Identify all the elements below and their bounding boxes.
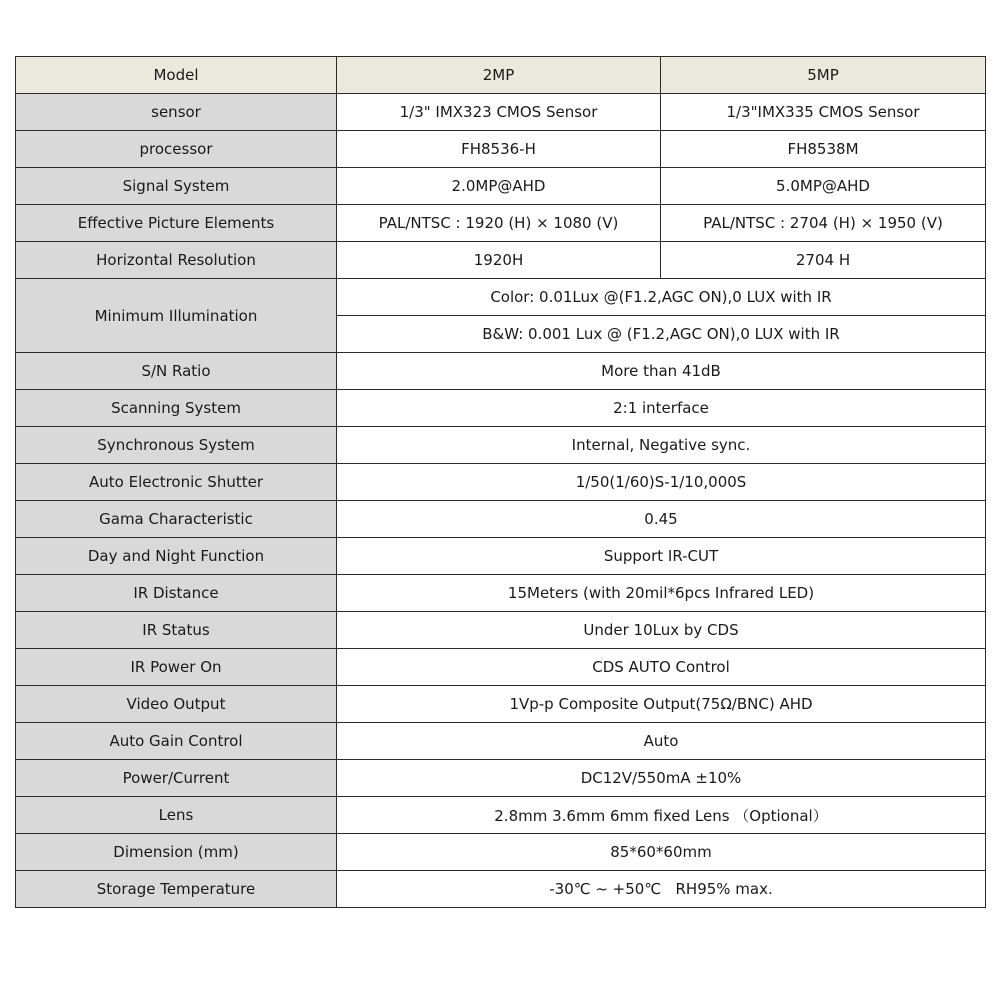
processor-2mp-value: FH8536-H: [337, 131, 661, 168]
table-row: [16, 501, 986, 538]
row-label-ir-power-on: IR Power On: [16, 649, 337, 686]
min-illumination-bw-value: B&W: 0.001 Lux @ (F1.2,AGC ON),0 LUX with IR: [337, 316, 986, 353]
table-row: [16, 205, 986, 242]
scanning-system-value: 2:1 interface: [337, 390, 986, 427]
row-label-signal-system: Signal System: [16, 168, 337, 205]
row-label-auto-gain-control: Auto Gain Control: [16, 723, 337, 760]
min-illumination-color-value: Color: 0.01Lux @(F1.2,AGC ON),0 LUX with IR: [337, 279, 986, 316]
video-output-value: 1Vp-p Composite Output(75Ω/BNC) AHD: [337, 686, 986, 723]
horizontal-resolution-5mp-value: 2704 H: [661, 242, 986, 279]
ir-status-value: Under 10Lux by CDS: [337, 612, 986, 649]
day-night-value: Support IR-CUT: [337, 538, 986, 575]
horizontal-resolution-2mp-value: 1920H: [337, 242, 661, 279]
row-label-sn-ratio: S/N Ratio: [16, 353, 337, 390]
spec-table: [15, 56, 986, 908]
row-label-gama-characteristic: Gama Characteristic: [16, 501, 337, 538]
row-label-synchronous-system: Synchronous System: [16, 427, 337, 464]
table-row: [16, 797, 986, 834]
storage-temperature-value: -30℃ ~ +50℃ RH95% max.: [337, 871, 986, 908]
table-row: [16, 353, 986, 390]
row-label-ir-status: IR Status: [16, 612, 337, 649]
gama-characteristic-value: 0.45: [337, 501, 986, 538]
table-row: [16, 94, 986, 131]
table-row: [16, 168, 986, 205]
signal-system-5mp-value: 5.0MP@AHD: [661, 168, 986, 205]
row-label-min-illumination: Minimum Illumination: [16, 279, 337, 353]
table-row: [16, 242, 986, 279]
signal-system-2mp-value: 2.0MP@AHD: [337, 168, 661, 205]
row-label-day-night: Day and Night Function: [16, 538, 337, 575]
table-row: [16, 390, 986, 427]
table-row: [16, 538, 986, 575]
header-model: Model: [16, 57, 337, 94]
power-current-value: DC12V/550mA ±10%: [337, 760, 986, 797]
table-row: [16, 575, 986, 612]
table-row: [16, 427, 986, 464]
row-label-sensor: sensor: [16, 94, 337, 131]
header-5mp: 5MP: [661, 57, 986, 94]
sn-ratio-value: More than 41dB: [337, 353, 986, 390]
auto-electronic-shutter-value: 1/50(1/60)S-1/10,000S: [337, 464, 986, 501]
row-label-dimension: Dimension (mm): [16, 834, 337, 871]
ir-distance-value: 15Meters (with 20mil*6pcs Infrared LED): [337, 575, 986, 612]
table-row: [16, 464, 986, 501]
sensor-2mp-value: 1/3" IMX323 CMOS Sensor: [337, 94, 661, 131]
effective-picture-5mp-value: PAL/NTSC : 2704 (H) × 1950 (V): [661, 205, 986, 242]
spec-sheet: [15, 56, 985, 908]
row-label-video-output: Video Output: [16, 686, 337, 723]
header-2mp: 2MP: [337, 57, 661, 94]
row-label-power-current: Power/Current: [16, 760, 337, 797]
table-header-row: [16, 57, 986, 94]
row-label-storage-temperature: Storage Temperature: [16, 871, 337, 908]
processor-5mp-value: FH8538M: [661, 131, 986, 168]
dimension-value: 85*60*60mm: [337, 834, 986, 871]
effective-picture-2mp-value: PAL/NTSC : 1920 (H) × 1080 (V): [337, 205, 661, 242]
row-label-horizontal-resolution: Horizontal Resolution: [16, 242, 337, 279]
row-label-processor: processor: [16, 131, 337, 168]
row-label-ir-distance: IR Distance: [16, 575, 337, 612]
table-row: [16, 723, 986, 760]
synchronous-system-value: Internal, Negative sync.: [337, 427, 986, 464]
table-row: [16, 686, 986, 723]
table-row: [16, 131, 986, 168]
table-row: [16, 279, 986, 316]
row-label-scanning-system: Scanning System: [16, 390, 337, 427]
row-label-auto-electronic-shutter: Auto Electronic Shutter: [16, 464, 337, 501]
table-row: [16, 760, 986, 797]
auto-gain-control-value: Auto: [337, 723, 986, 760]
row-label-effective-picture: Effective Picture Elements: [16, 205, 337, 242]
lens-value: 2.8mm 3.6mm 6mm fixed Lens （Optional）: [337, 797, 986, 834]
sensor-5mp-value: 1/3"IMX335 CMOS Sensor: [661, 94, 986, 131]
table-row: [16, 871, 986, 908]
table-row: [16, 834, 986, 871]
table-row: [16, 649, 986, 686]
row-label-lens: Lens: [16, 797, 337, 834]
ir-power-on-value: CDS AUTO Control: [337, 649, 986, 686]
table-row: [16, 612, 986, 649]
